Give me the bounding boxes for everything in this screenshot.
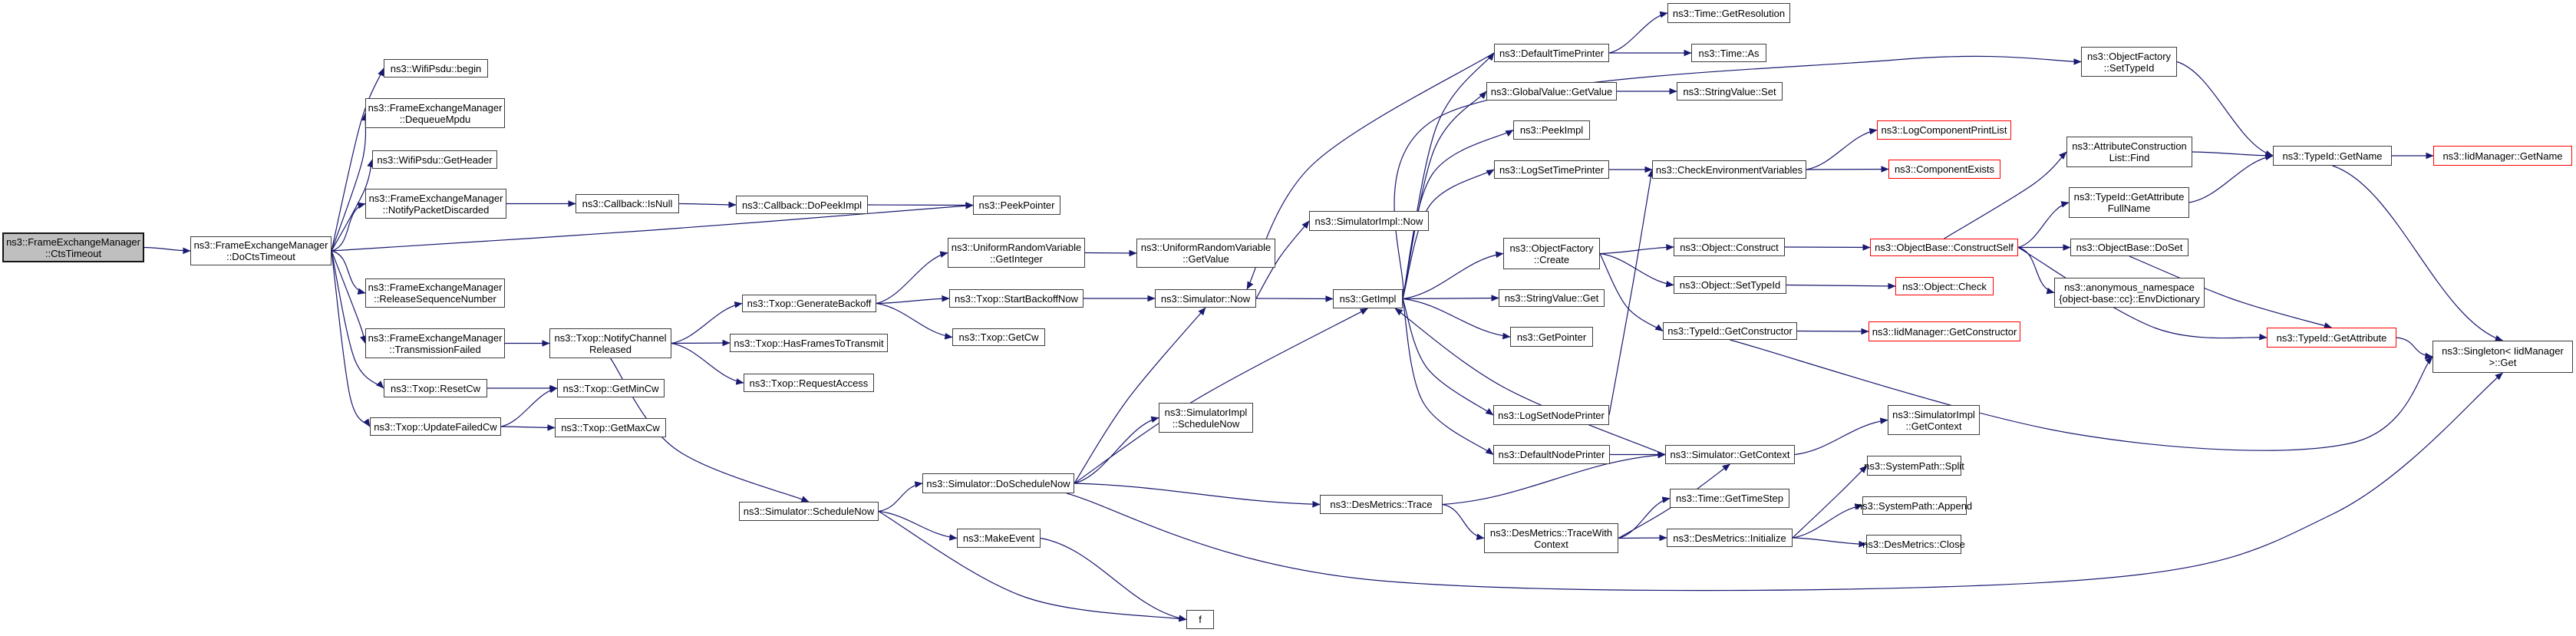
node-label: ns3::Time::GetTimeStep	[1676, 493, 1783, 504]
node-label: ns3::Txop::GetMaxCw	[561, 422, 660, 433]
node-label: ::ScheduleNow	[1172, 417, 1240, 430]
edge-A-B	[144, 248, 190, 252]
graph-node-H9[interactable]	[1493, 445, 1610, 464]
graph-node-J11[interactable]	[1864, 456, 1964, 476]
edge-D2-E3	[671, 343, 730, 344]
edge-E5-F5	[879, 483, 922, 512]
node-label: ns3::IidManager::GetConstructor	[1872, 325, 2017, 338]
edge-F5-G5	[1074, 308, 1368, 483]
graph-node-F3[interactable]	[949, 289, 1084, 308]
graph-node-C5[interactable]	[365, 278, 505, 308]
edge-I7-J9	[1797, 331, 1869, 332]
edge-I10-J11	[1793, 466, 1867, 538]
edge-G5-H7	[1403, 299, 1510, 338]
edge-G5-H1	[1403, 53, 1494, 299]
node-label: ns3::DefaultTimePrinter	[1499, 47, 1605, 59]
graph-node-D1[interactable]	[576, 194, 679, 213]
edge-C8-D3	[501, 388, 557, 427]
node-label: Released	[589, 343, 632, 355]
node-label: ns3::Simulator::DoScheduleNow	[926, 477, 1070, 489]
node-label: ns3::DesMetrics::Initialize	[1673, 532, 1786, 544]
edge-J3-K1	[2192, 152, 2273, 156]
graph-node-F1[interactable]	[973, 196, 1060, 215]
node-label: ns3::CheckEnvironmentVariables	[1655, 163, 1803, 176]
graph-node-I8[interactable]	[1665, 445, 1795, 464]
node-label: ns3::Txop::RequestAccess	[749, 377, 869, 389]
graph-node-I5[interactable]	[1674, 238, 1785, 256]
edge-J4-K1	[2189, 156, 2273, 203]
node-label: ns3::StringValue::Get	[1504, 292, 1599, 304]
node-label: ns3::SystemPath::Append	[1856, 499, 1973, 512]
edge-I4-J1	[1806, 130, 1877, 170]
node-label: FullName	[2107, 203, 2151, 214]
node-label: >::Get	[2489, 357, 2517, 368]
edge-F5-G4	[1074, 418, 1159, 484]
node-label: ns3::ObjectBase::DoSet	[2076, 242, 2183, 253]
graph-node-K1[interactable]	[2273, 146, 2392, 166]
node-label: ::SetTypeId	[2103, 61, 2155, 74]
node-label: ::CtsTimeout	[45, 247, 102, 259]
node-label: ns3::WifiPsdu::GetHeader	[377, 153, 493, 166]
node-label: ns3::TypeId::GetConstructor	[1667, 325, 1793, 337]
edge-H10-I9	[1618, 499, 1670, 539]
edge-F5-M	[1067, 373, 2503, 591]
node-label: ns3::DesMetrics::Trace	[1330, 499, 1433, 510]
graph-node-G1[interactable]	[1136, 239, 1275, 268]
node-label: ns3::UniformRandomVariable	[1140, 242, 1272, 253]
graph-node-f[interactable]	[1186, 610, 1214, 629]
node-label: ns3::Object::Construct	[1680, 241, 1779, 253]
edge-F2-G1	[1085, 253, 1136, 254]
graph-node-I6[interactable]	[1674, 276, 1786, 294]
graph-node-K2[interactable]	[2267, 328, 2396, 348]
edge-H8-I4	[1609, 170, 1652, 415]
node-label: ns3::TypeId::GetName	[2282, 150, 2383, 162]
edge-G2-G5	[1256, 298, 1333, 299]
graph-node-I4[interactable]	[1652, 160, 1806, 179]
edge-H5-I5	[1600, 247, 1674, 254]
node-label: ns3::FrameExchangeManager	[368, 101, 503, 114]
graph-node-C8[interactable]	[370, 417, 501, 436]
node-label: ns3::FrameExchangeManager	[368, 192, 503, 204]
node-label: ns3::Callback::IsNull	[582, 198, 673, 209]
graph-node-J7[interactable]	[1895, 277, 1994, 295]
edge-G5-H6	[1403, 298, 1499, 299]
node-label: ns3::DefaultNodePrinter	[1498, 449, 1605, 460]
graph-node-H6[interactable]	[1499, 289, 1605, 307]
graph-node-E3[interactable]	[730, 334, 888, 352]
node-label: ns3::ComponentExists	[1894, 163, 1995, 175]
node-label: Context	[1534, 538, 1568, 550]
edge-K2-M	[2396, 338, 2433, 357]
edge-H10-I10	[1618, 538, 1667, 539]
node-label: ns3::Simulator::Now	[1160, 292, 1251, 305]
node-label: ns3::AttributeConstruction	[2072, 140, 2187, 152]
node-label: ns3::SystemPath::Split	[1864, 460, 1964, 472]
node-label: ns3::TypeId::GetAttribute	[2276, 331, 2387, 344]
graph-node-J13[interactable]	[1862, 535, 1965, 554]
edge-E2-F2	[876, 253, 948, 304]
node-label: ns3::Callback::DoPeekImpl	[741, 199, 863, 211]
graph-node-J0[interactable]	[2081, 47, 2177, 77]
node-label: ns3::FrameExchangeManager	[193, 239, 328, 251]
node-label: ns3::Txop::ResetCw	[390, 382, 481, 394]
node-label: ns3::DesMetrics::Close	[1862, 539, 1965, 550]
node-label: ns3::Time::As	[1698, 47, 1760, 59]
graph-node-J3[interactable]	[2066, 137, 2192, 167]
node-label: ns3::FrameExchangeManager	[368, 282, 503, 293]
graph-node-D2[interactable]	[549, 328, 671, 358]
edge-I10-J12	[1793, 506, 1862, 538]
graph-node-A[interactable]	[2, 232, 144, 262]
edge-I6-J7	[1786, 285, 1895, 287]
graph-node-J10[interactable]	[1888, 405, 1980, 435]
node-label: ns3::Txop::NotifyChannel	[554, 331, 667, 344]
edge-E2-F4	[876, 304, 952, 338]
edge-H5-I6	[1600, 254, 1674, 285]
edge-J5-J4	[2018, 203, 2069, 248]
graph-node-H4[interactable]	[1494, 160, 1609, 179]
graph-node-C4[interactable]	[365, 189, 506, 219]
graph-node-G4[interactable]	[1159, 403, 1253, 433]
node-label: f	[1199, 614, 1202, 625]
graph-node-C6[interactable]	[365, 328, 505, 358]
node-label: ns3::FrameExchangeManager	[6, 236, 140, 248]
node-label: ::ReleaseSequenceNumber	[374, 293, 496, 305]
node-label: ns3::SimulatorImpl::Now	[1314, 215, 1423, 227]
node-label: ns3::DesMetrics::TraceWith	[1489, 526, 1613, 539]
node-label: ns3::Txop::GetMinCw	[562, 382, 659, 394]
graph-node-C2[interactable]	[365, 98, 505, 128]
edge-J5-J8	[2018, 248, 2054, 293]
node-label: ::DoCtsTimeout	[226, 251, 295, 262]
edge-F6-f	[1041, 539, 1186, 620]
node-label: ns3::GetPointer	[1516, 331, 1587, 343]
node-label: ns3::PeekPointer	[978, 199, 1055, 211]
node-label: ns3::MakeEvent	[962, 532, 1035, 544]
edge-F5-G6	[1074, 483, 1320, 505]
node-label: ns3::Time::GetResolution	[1672, 7, 1786, 19]
graph-node-H3[interactable]	[1513, 120, 1590, 140]
edge-E5-f	[879, 512, 1186, 620]
node-label: ns3::LogSetNodePrinter	[1498, 409, 1605, 421]
node-label: ns3::Simulator::ScheduleNow	[743, 506, 875, 517]
node-label: ::NotifyPacketDiscarded	[382, 203, 490, 216]
edge-B-C2	[331, 114, 366, 252]
node-label: ns3::SimulatorImpl	[1892, 408, 1975, 420]
node-label: ns3::SimulatorImpl	[1164, 406, 1248, 418]
node-label: ns3::ObjectFactory	[2086, 50, 2172, 62]
node-label: ::Create	[1533, 253, 1570, 265]
graph-node-F5[interactable]	[922, 473, 1074, 493]
graph-node-J9[interactable]	[1869, 321, 2020, 341]
node-label: ns3::LogComponentPrintList	[1881, 124, 2007, 136]
node-label: ns3::Txop::HasFramesToTransmit	[734, 337, 884, 349]
graph-node-I9[interactable]	[1670, 489, 1789, 508]
graph-node-H2[interactable]	[1486, 82, 1617, 101]
node-label: ns3::Singleton< IidManager	[2442, 345, 2564, 357]
node-label: ns3::Object::SetTypeId	[1679, 279, 1781, 291]
graph-node-F4[interactable]	[952, 328, 1045, 346]
graph-node-H1[interactable]	[1494, 44, 1609, 62]
edge-D1-E1	[679, 204, 736, 206]
edge-E1-F1	[868, 205, 973, 206]
graph-node-M[interactable]	[2433, 341, 2573, 373]
edge-G5-H5	[1403, 254, 1503, 299]
node-label: ns3::Simulator::GetContext	[1670, 449, 1790, 460]
node-label: List::Find	[2109, 152, 2150, 163]
graph-node-E5[interactable]	[739, 502, 879, 521]
node-label: ns3::IidManager::GetName	[2442, 150, 2563, 162]
edge-C8-D4	[501, 427, 555, 428]
edge-G5-H9	[1403, 299, 1493, 455]
graph-node-H10[interactable]	[1484, 523, 1618, 553]
edge-H1-G2	[1247, 53, 1494, 289]
graph-node-G2[interactable]	[1155, 289, 1256, 308]
node-label: ns3::WifiPsdu::begin	[390, 62, 482, 74]
graph-node-I2[interactable]	[1691, 44, 1766, 62]
graph-node-E1[interactable]	[736, 196, 868, 214]
edge-F5-G2	[1074, 308, 1206, 483]
graph-node-I3[interactable]	[1677, 82, 1783, 101]
node-label: ::DequeueMpdu	[399, 113, 471, 125]
graph-node-J12[interactable]	[1856, 496, 1973, 515]
graph-node-L1[interactable]	[2433, 146, 2572, 166]
graph-node-I1[interactable]	[1667, 3, 1790, 23]
edge-I10-J13	[1793, 538, 1866, 545]
graph-node-J6[interactable]	[2070, 239, 2188, 256]
graph-node-C3[interactable]	[372, 150, 497, 169]
graph-node-F2[interactable]	[948, 238, 1085, 268]
graph-node-C1[interactable]	[384, 59, 488, 77]
node-label: ns3::Object::Check	[1902, 280, 1987, 292]
edge-I8-J10	[1795, 420, 1888, 455]
edge-G5-H2	[1403, 91, 1486, 299]
node-label: ns3::UniformRandomVariable	[951, 241, 1082, 253]
edge-H1-I1	[1609, 13, 1667, 53]
edge-I5-J5	[1785, 247, 1870, 248]
node-label: ns3::ObjectBase::ConstructSelf	[1875, 242, 2014, 253]
graph-node-G6[interactable]	[1320, 495, 1443, 514]
edge-E5-F6	[879, 512, 957, 539]
graph-node-E4[interactable]	[744, 374, 874, 392]
graph-node-J4[interactable]	[2069, 187, 2189, 218]
node-label: ns3::Txop::GenerateBackoff	[747, 298, 872, 309]
graph-node-G5[interactable]	[1333, 289, 1403, 308]
graph-node-G3[interactable]	[1309, 211, 1429, 231]
graph-node-H7[interactable]	[1510, 327, 1593, 347]
node-label: ns3::GetImpl	[1339, 293, 1397, 305]
node-label: ns3::Txop::UpdateFailedCw	[374, 420, 497, 433]
graph-node-D4[interactable]	[555, 418, 666, 437]
node-label: ns3::ObjectFactory	[1509, 242, 1594, 254]
graph-node-F6[interactable]	[957, 529, 1041, 548]
node-label: ns3::Txop::StartBackoffNow	[955, 292, 1078, 305]
node-label: ns3::GlobalValue::GetValue	[1490, 85, 1613, 97]
node-label: ns3::StringValue::Set	[1683, 85, 1776, 97]
node-label: ns3::LogSetTimePrinter	[1499, 163, 1605, 176]
graph-node-J5[interactable]	[1870, 239, 2018, 256]
edge-B-C5	[331, 251, 365, 293]
graph-node-J2[interactable]	[1888, 160, 2000, 179]
graph-node-C7[interactable]	[384, 379, 487, 397]
graph-node-E2[interactable]	[742, 295, 876, 312]
graph-node-J1[interactable]	[1877, 120, 2011, 140]
node-label: ns3::FrameExchangeManager	[368, 331, 503, 344]
graph-node-B[interactable]	[190, 236, 331, 265]
graph-node-H5[interactable]	[1503, 238, 1600, 269]
node-label: ::TransmissionFailed	[389, 343, 481, 355]
graph-node-I7[interactable]	[1663, 322, 1797, 340]
edge-K1-M	[2333, 166, 2503, 341]
node-label: {object-base::cc}::EnvDictionary	[2059, 292, 2200, 305]
edge-G6-H10	[1443, 505, 1484, 539]
node-label: ns3::anonymous_namespace	[2064, 281, 2195, 293]
node-label: ns3::Txop::GetCw	[958, 331, 1039, 343]
graph-node-H8[interactable]	[1493, 405, 1609, 425]
node-label: ns3::TypeId::GetAttribute	[2073, 191, 2185, 203]
node-label: ::GetValue	[1182, 253, 1229, 265]
node-label: ::GetContext	[1905, 420, 1962, 432]
node-label: ns3::PeekImpl	[1519, 124, 1584, 136]
node-label: ::GetInteger	[990, 252, 1043, 265]
graph-node-D3[interactable]	[557, 379, 665, 397]
graph-node-J8[interactable]	[2054, 278, 2205, 308]
edge-G5-H8	[1403, 299, 1493, 416]
graph-node-I10[interactable]	[1667, 529, 1793, 547]
edge-I7-M	[1730, 340, 2433, 450]
